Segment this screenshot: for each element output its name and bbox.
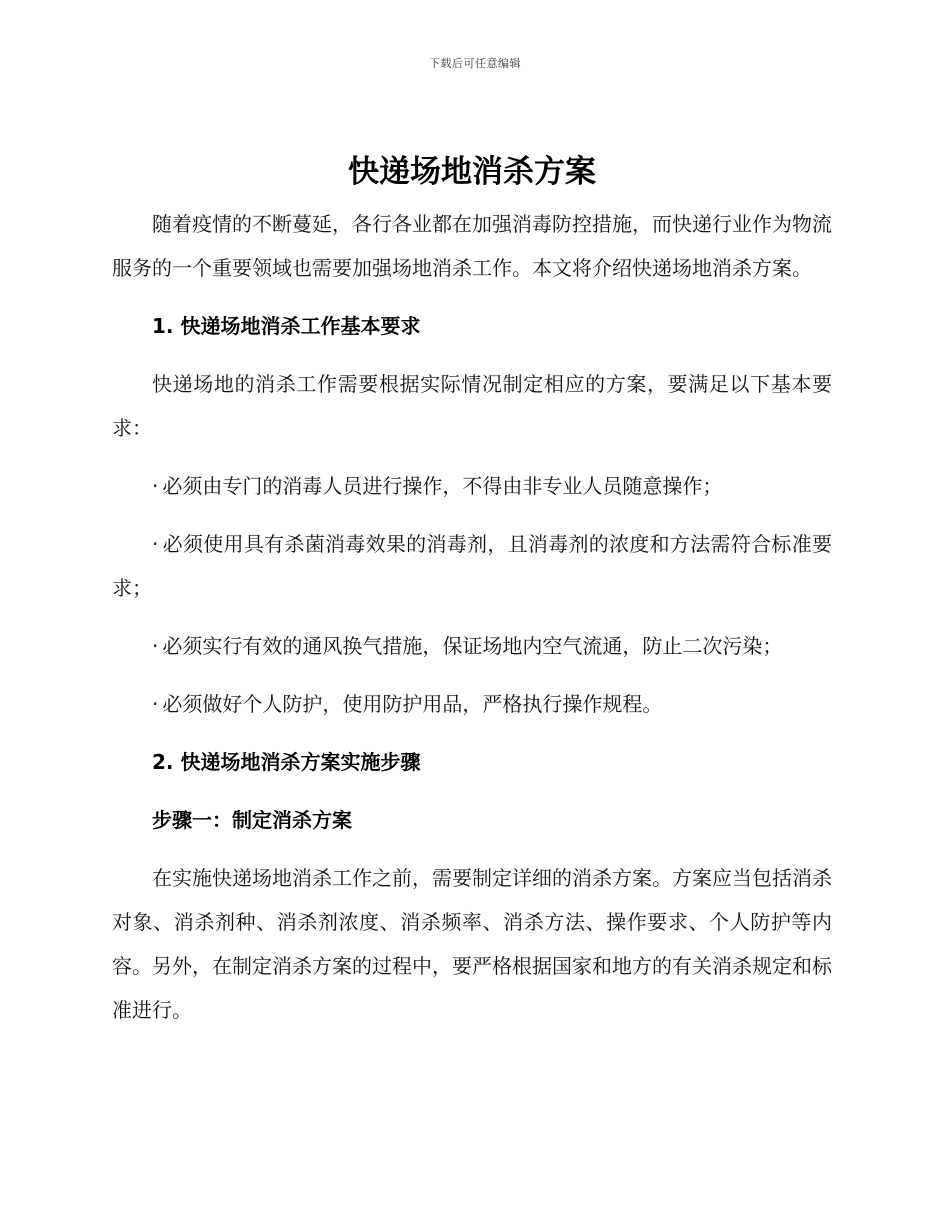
bullet-dot-icon: · bbox=[152, 474, 159, 498]
document-content bbox=[112, 148, 832, 1046]
step-1-body: 在实施快递场地消杀工作之前，需要制定详细的消杀方案。方案应当包括消杀对象、消杀剂种、消杀剂浓度、消杀频率、消杀方法、操作要求、个人防护等内容。另外，在制定消杀方案的过程中，要严格根据国家和地方的有关消杀规定和标准进行。 bbox=[112, 866, 832, 1022]
section-1-heading: 1. 快递场地消杀工作基本要求 bbox=[152, 314, 421, 338]
bullet-dot-icon: · bbox=[152, 634, 159, 658]
bullet-dot-icon: · bbox=[152, 532, 159, 556]
bullet-text: 必须使用具有杀菌消毒效果的消毒剂，且消毒剂的浓度和方法需符合标准要求； bbox=[112, 532, 832, 600]
intro-paragraph: 随着疫情的不断蔓延，各行各业都在加强消毒防控措施，而快递行业作为物流服务的一个重要领域也需要加强场地消杀工作。本文将介绍快递场地消杀方案。 bbox=[112, 212, 832, 280]
bullet-text: 必须实行有效的通风换气措施，保证场地内空气流通，防止二次污染； bbox=[162, 634, 783, 658]
bullet-item bbox=[112, 682, 832, 726]
section-1-intro: 快递场地的消杀工作需要根据实际情况制定相应的方案，要满足以下基本要求： bbox=[112, 372, 832, 440]
bullet-dot-icon: · bbox=[152, 692, 159, 716]
bullet-item bbox=[112, 522, 832, 610]
section-2-heading: 2. 快递场地消杀方案实施步骤 bbox=[152, 750, 421, 774]
header-note: 下载后可任意编辑 bbox=[429, 57, 521, 70]
bullet-text: 必须由专门的消毒人员进行操作，不得由非专业人员随意操作； bbox=[162, 474, 723, 498]
bullet-item bbox=[112, 624, 832, 668]
bullet-item bbox=[112, 464, 832, 508]
document-title: 快递场地消杀方案 bbox=[348, 154, 596, 190]
bullet-text: 必须做好个人防护，使用防护用品，严格执行操作规程。 bbox=[162, 692, 663, 716]
step-1-heading: 步骤一：制定消杀方案 bbox=[152, 808, 352, 832]
